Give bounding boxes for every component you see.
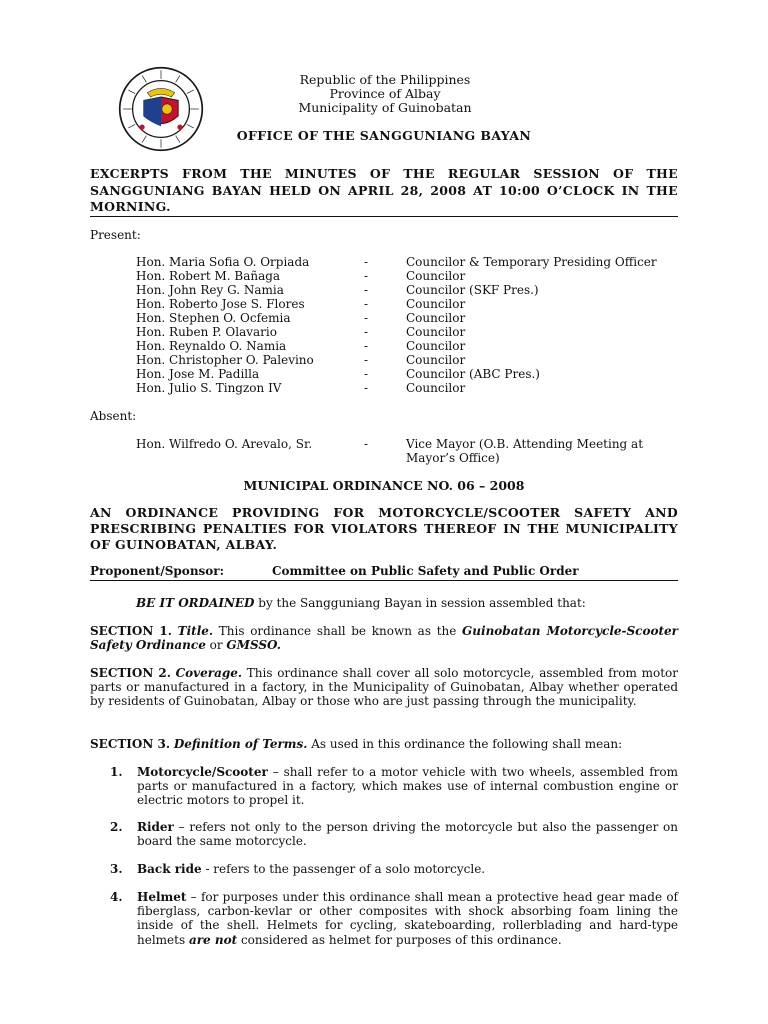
definition-term: Back ride (137, 862, 202, 876)
section-1-heading: Title. (177, 624, 214, 638)
office-title: OFFICE OF THE SANGGUNIANG BAYAN (236, 128, 532, 143)
attendee-name: Hon. John Rey G. Namia (136, 283, 284, 297)
attendee-dash: - (364, 381, 369, 395)
attendee-dash: - (364, 297, 369, 311)
attendee-row (136, 255, 696, 269)
attendee-name: Hon. Robert M. Bañaga (136, 269, 281, 283)
attendee-position: Councilor (406, 353, 466, 367)
definition-text: – shall refer to a motor vehicle with two wheels, assembled from parts or manufactured in a factory, which makes use of internal combustion engine or electric motors to propel it. (137, 765, 678, 808)
attendee-position: Councilor (406, 381, 466, 395)
attendee-name: Hon. Jose M. Padilla (136, 367, 260, 381)
absentee-row (136, 437, 696, 451)
absentee-position-cont: Mayor’s Office) (406, 451, 500, 465)
section-3 (90, 737, 678, 751)
definition-item (110, 820, 678, 848)
definition-number: 4. (110, 890, 123, 904)
definition-text: – for purposes under this ordinance shall mean a protective head gear made of fiberglass, carbon-kevlar or other composites with shock absorbing foam lining the inside of the shell. Helmets for cycling, skateboarding, rollerblading and hard-type helmets (137, 890, 678, 947)
attendee-name: Hon. Christopher O. Palevino (136, 353, 314, 367)
section-2-label: SECTION 2. (90, 666, 171, 680)
proponent-value: Committee on Public Safety and Public Order (272, 564, 579, 578)
attendee-position: Councilor (SKF Pres.) (406, 283, 539, 297)
present-label: Present: (90, 228, 141, 242)
attendee-row (136, 339, 696, 353)
attendee-position: Councilor (406, 339, 466, 353)
definition-text-end: considered as helmet for purposes of this ordinance. (237, 932, 562, 947)
section-2 (90, 666, 678, 709)
section-2-heading: Coverage. (175, 666, 243, 680)
definition-number: 2. (110, 820, 123, 834)
definition-term: Helmet (137, 890, 187, 904)
section-1-ordinance-name: Guinobatan Motorcycle-Scooter Safety Ordinance (90, 624, 678, 653)
ordained-lead: BE IT ORDAINED (136, 596, 255, 610)
ordinance-title: AN ORDINANCE PROVIDING FOR MOTORCYCLE/SCOOTER SAFETY AND PRESCRIBING PENALTIES FOR VIOLATORS THEREOF IN THE MUNICIPALITY OF GUINOBATAN, ALBAY. (90, 505, 678, 552)
section-1-text-or: or (205, 638, 227, 653)
attendee-row (136, 311, 696, 325)
ordained-paragraph (136, 596, 676, 610)
attendee-name: Hon. Reynaldo O. Namia (136, 339, 287, 353)
divider-line (90, 216, 678, 217)
attendee-position: Councilor & Temporary Presiding Officer (406, 255, 657, 269)
attendee-dash: - (364, 269, 369, 283)
header-line-municipality: Municipality of Guinobatan (298, 100, 472, 115)
definition-item (110, 862, 678, 876)
attendee-dash: - (364, 283, 369, 297)
absentee-name: Hon. Wilfredo O. Arevalo, Sr. (136, 437, 313, 451)
proponent-label: Proponent/Sponsor: (90, 564, 225, 578)
attendee-name: Hon. Julio S. Tingzon IV (136, 381, 282, 395)
excerpt-heading: EXCERPTS FROM THE MINUTES OF THE REGULAR SESSION OF THE SANGGUNIANG BAYAN HELD ON APRIL 28, 2008 AT 10:00 O’CLOCK IN THE MORNING. (90, 166, 678, 214)
attendee-dash: - (364, 353, 369, 367)
attendee-position: Councilor (406, 311, 466, 325)
header-line-republic: Republic of the Philippines (299, 72, 471, 87)
definition-number: 1. (110, 765, 123, 779)
attendee-name: Hon. Maria Sofia O. Orpiada (136, 255, 310, 269)
attendee-name: Hon. Ruben P. Olavario (136, 325, 277, 339)
header-line-province: Province of Albay (329, 86, 441, 101)
attendee-dash: - (364, 325, 369, 339)
attendee-row (136, 367, 696, 381)
attendee-position: Councilor (ABC Pres.) (406, 367, 540, 381)
definition-item (110, 890, 678, 947)
definition-term: Motorcycle/Scooter (137, 765, 268, 779)
section-1 (90, 624, 678, 652)
section-3-label: SECTION 3. (90, 737, 171, 751)
attendee-name: Hon. Stephen O. Ocfemia (136, 311, 291, 325)
definition-text: - refers to the passenger of a solo motorcycle. (201, 862, 486, 876)
ordinance-number: MUNICIPAL ORDINANCE NO. 06 – 2008 (243, 478, 525, 493)
attendee-position: Councilor (406, 325, 466, 339)
section-2-text: This ordinance shall cover all solo motorcycle, assembled from motor parts or manufactured in a factory, in the Municipality of Guinobatan, Albay whether operated by residents of Guinobatan, Albay or those who are just passing through the municipality. (90, 666, 678, 709)
section-1-acronym: GMSSO. (226, 638, 281, 653)
definition-text: – refers not only to the person driving the motorcycle but also the passenger on board the same motorcycle. (137, 820, 678, 849)
ordained-text: by the Sangguniang Bayan in session assembled that: (254, 596, 586, 610)
attendee-row (136, 297, 696, 311)
attendee-row (136, 353, 696, 367)
attendee-dash: - (364, 255, 369, 269)
definition-item (110, 765, 678, 808)
absentee-row-cont (136, 451, 696, 465)
absent-label: Absent: (90, 409, 137, 423)
attendee-row (136, 325, 696, 339)
attendee-row (136, 381, 696, 395)
proponent-underline (90, 580, 678, 581)
section-3-heading: Definition of Terms. (173, 737, 308, 751)
attendee-dash: - (364, 367, 369, 381)
absentee-dash: - (364, 437, 369, 451)
section-3-text: As used in this ordinance the following shall mean: (307, 737, 623, 751)
attendee-position: Councilor (406, 297, 466, 311)
attendee-dash: - (364, 339, 369, 353)
definition-emphasis: are not (188, 932, 238, 947)
attendee-position: Councilor (406, 269, 466, 283)
section-1-label: SECTION 1. (90, 624, 172, 638)
attendee-row (136, 269, 696, 283)
definition-term: Rider (137, 820, 174, 834)
definition-number: 3. (110, 862, 123, 876)
attendee-row (136, 283, 696, 297)
attendee-dash: - (364, 311, 369, 325)
section-1-text: This ordinance shall be known as the (213, 624, 463, 638)
absentee-position: Vice Mayor (O.B. Attending Meeting at (406, 437, 644, 451)
attendee-name: Hon. Roberto Jose S. Flores (136, 297, 305, 311)
